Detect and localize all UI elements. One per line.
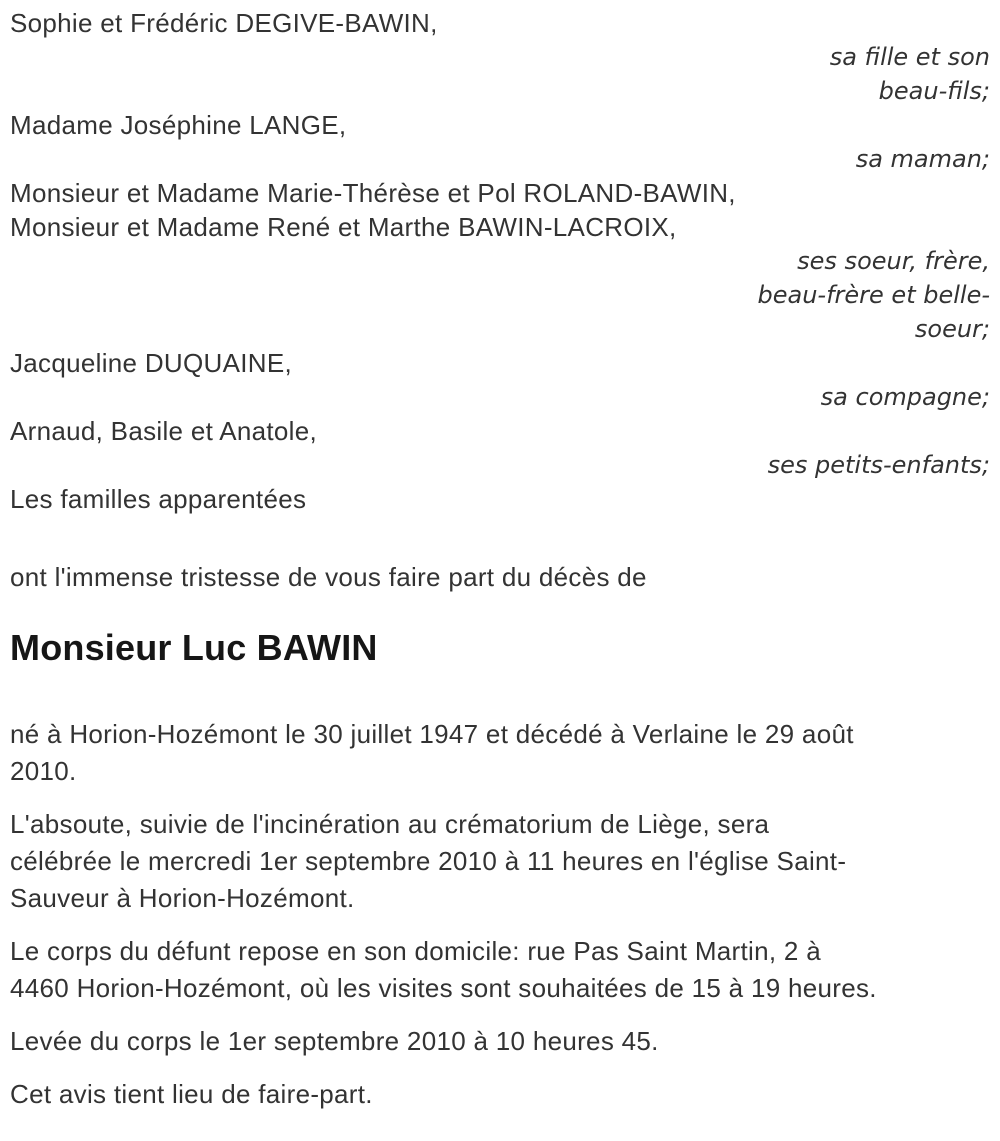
relative-name: Madame Joséphine LANGE, xyxy=(10,110,347,140)
notice-paragraph: Cet avis tient lieu de faire-part. xyxy=(10,1079,373,1109)
relationship-label: beau-frère et belle- xyxy=(757,281,990,309)
relationship-label: sa compagne; xyxy=(820,383,990,411)
notice-paragraph: Levée du corps le 1er septembre 2010 à 10 heures 45. xyxy=(10,1026,659,1056)
relative-name: Sophie et Frédéric DEGIVE-BAWIN, xyxy=(10,8,438,38)
family-section xyxy=(10,6,990,516)
relationship-label: sa maman; xyxy=(855,145,990,173)
relative-name: Monsieur et Madame Marie-Thérèse et Pol ROLAND-BAWIN, xyxy=(10,178,736,208)
deceased-name: Monsieur Luc BAWIN xyxy=(10,627,378,668)
notice-paragraph: né à Horion-Hozémont le 30 juillet 1947 et décédé à Verlaine le 29 août 2010. xyxy=(10,719,854,786)
announcement-details xyxy=(10,716,990,1113)
relationship-label: ses soeur, frère, xyxy=(797,247,990,275)
relative-name: Jacqueline DUQUAINE, xyxy=(10,348,292,378)
relationship-label: ses petits-enfants; xyxy=(767,451,990,479)
intro-line: ont l'immense tristesse de vous faire part du décès de xyxy=(10,562,647,592)
relative-name: Les familles apparentées xyxy=(10,484,307,514)
relative-name: Monsieur et Madame René et Marthe BAWIN-LACROIX, xyxy=(10,212,677,242)
notice-paragraph: L'absoute, suivie de l'incinération au crématorium de Liège, sera célébrée le mercredi 1er septembre 2010 à 11 heures en l'église Saint- Sauveur à Horion-Hozémont. xyxy=(10,809,847,913)
relative-name: Arnaud, Basile et Anatole, xyxy=(10,416,318,446)
relationship-label: soeur; xyxy=(914,315,990,343)
relationship-label: sa fille et son xyxy=(829,43,990,71)
notice-paragraph: Le corps du défunt repose en son domicile: rue Pas Saint Martin, 2 à 4460 Horion-Hozémont, où les visites sont souhaitées de 15 à 19 heures. xyxy=(10,936,877,1003)
relationship-label: beau-fils; xyxy=(878,77,990,105)
